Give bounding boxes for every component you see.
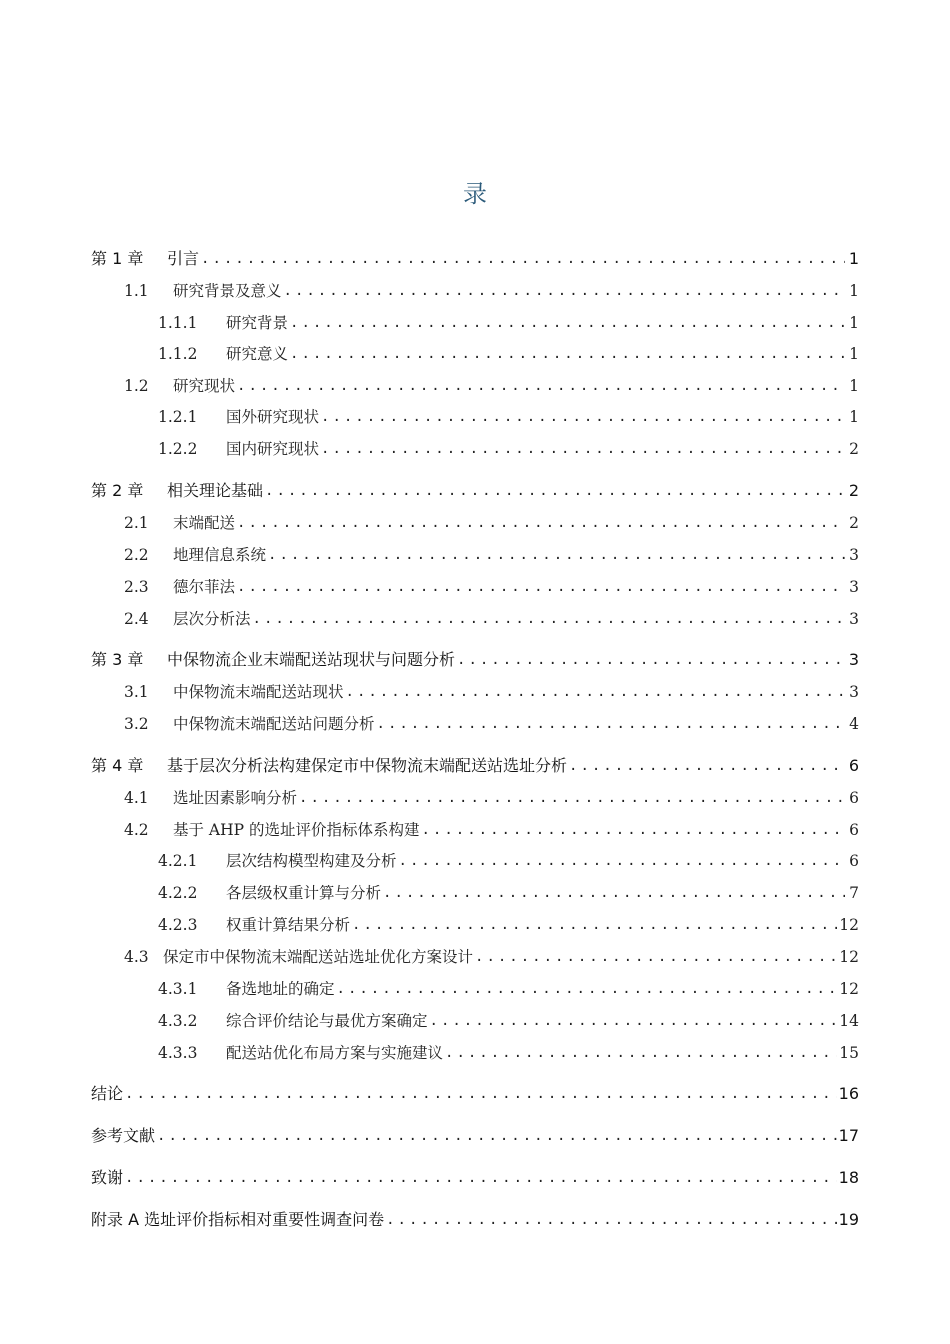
toc-entry-page: 2 [849,440,859,458]
leader-dots [399,849,845,873]
toc-entry-1-2-2 [158,437,859,461]
toc-entry-text: 中保物流企业末端配送站现状与问题分析 [167,650,456,669]
toc-entry-page: 3 [849,610,859,628]
toc-entry-1-2 [124,374,859,398]
toc-entry-1-2-1 [158,405,859,429]
toc-entry-page: 17 [838,1126,859,1145]
toc-entry-number: 2.4 [124,610,149,628]
toc-entry-2-1 [124,511,859,535]
toc-entry-text: 国内研究现状 [226,440,320,458]
leader-dots [377,712,845,736]
toc-entry-text: 备选地址的确定 [226,980,335,998]
toc-entry-4-3 [124,945,859,969]
toc-entry-number: 1.1 [124,282,149,300]
toc-entry-number: 4.3 [124,948,149,966]
toc-entry-number: 4.2.2 [158,884,198,902]
toc-entry-page: 1 [849,408,859,426]
toc-entry-chapter-3 [91,648,859,672]
toc-entry-3-1 [124,680,859,704]
toc-entry-chapter-4 [91,754,859,778]
toc-entry-page: 1 [849,314,859,332]
toc-entry-page: 6 [849,821,859,839]
toc-entry-text: 致谢 [91,1168,124,1187]
toc-entry-text: 德尔菲法 [173,578,236,596]
toc-entry-4-2-3 [158,913,859,937]
toc-entry-text: 中保物流末端配送站现状 [173,683,344,701]
toc-entry-number: 3.2 [124,715,149,733]
toc-entry-acknowledgements [91,1166,859,1190]
leader-dots [299,786,845,810]
leader-dots [125,1166,837,1190]
leader-dots [352,913,837,937]
toc-entry-page: 12 [839,948,859,966]
toc-entry-text: 中保物流末端配送站问题分析 [173,715,375,733]
toc-entry-2-2 [124,543,859,567]
leader-dots [422,818,846,842]
leader-dots [237,374,845,398]
toc-entry-text: 研究背景 [226,314,289,332]
toc-entry-text: 末端配送 [173,514,236,532]
toc-entry-2-4 [124,607,859,631]
toc-entry-page: 4 [849,715,859,733]
leader-dots [265,479,845,503]
leader-dots [284,279,845,303]
toc-entry-page: 3 [849,546,859,564]
leader-dots [346,680,845,704]
toc-entry-text: 基于 AHP 的选址评价指标体系构建 [173,821,420,839]
toc-entry-page: 12 [839,916,859,934]
leader-dots [237,511,845,535]
leader-dots [386,1208,837,1232]
toc-entry-text: 引言 [167,249,200,268]
toc-entry-text: 附录 A 选址评价指标相对重要性调查问卷 [91,1210,385,1229]
toc-entry-4-3-2 [158,1009,859,1033]
toc-entry-page: 6 [849,852,859,870]
toc-entry-page: 18 [838,1168,859,1187]
toc-entry-text: 综合评价结论与最优方案确定 [226,1012,428,1030]
toc-entry-4-3-3 [158,1041,859,1065]
toc-entry-page: 15 [839,1044,859,1062]
leader-dots [321,405,845,429]
toc-entry-text: 国外研究现状 [226,408,320,426]
toc-entry-number: 1.2 [124,377,149,395]
toc-entry-number: 1.1.1 [158,314,198,332]
toc-entry-4-1 [124,786,859,810]
toc-entry-references [91,1124,859,1148]
toc-entry-1-1-1 [158,311,859,335]
toc-entry-text: 相关理论基础 [167,481,264,500]
toc-entry-number: 1.1.2 [158,345,198,363]
toc-entry-number: 4.2.3 [158,916,198,934]
toc-entry-number: 1.2.1 [158,408,198,426]
leader-dots [383,881,845,905]
toc-entry-text: 配送站优化布局方案与实施建议 [226,1044,444,1062]
toc-entry-number: 4.3.1 [158,980,198,998]
leader-dots [430,1009,838,1033]
toc-entry-number: 第 1 章 [91,249,144,268]
toc-entry-4-2-2 [158,881,859,905]
leader-dots [321,437,845,461]
toc-entry-number: 3.1 [124,683,149,701]
toc-entry-text: 权重计算结果分析 [226,916,351,934]
toc-title: 录 [463,180,487,208]
toc-entry-text: 研究现状 [173,377,236,395]
toc-entry-text: 选址因素影响分析 [173,789,298,807]
toc-entry-number: 4.3.2 [158,1012,198,1030]
toc-entry-number: 1.2.2 [158,440,198,458]
toc-entry-number: 4.2.1 [158,852,198,870]
toc-entry-1-1-2 [158,342,859,366]
leader-dots [569,754,845,778]
toc-entry-number: 2.3 [124,578,149,596]
toc-entry-page: 1 [849,345,859,363]
toc-entry-text: 地理信息系统 [173,546,267,564]
toc-entry-number: 第 2 章 [91,481,144,500]
toc-entry-number: 第 4 章 [91,756,144,775]
leader-dots [157,1124,837,1148]
leader-dots [125,1082,837,1106]
toc-entry-number: 4.3.3 [158,1044,198,1062]
toc-entry-page: 14 [839,1012,859,1030]
toc-entry-3-2 [124,712,859,736]
leader-dots [457,648,845,672]
leader-dots [445,1041,837,1065]
toc-entry-4-3-1 [158,977,859,1001]
toc-entry-text: 基于层次分析法构建保定市中保物流末端配送站选址分析 [167,756,568,775]
toc-entry-text: 研究意义 [226,345,289,363]
leader-dots [337,977,838,1001]
toc-entry-4-2 [124,818,859,842]
toc-entry-page: 2 [848,481,859,500]
leader-dots [201,247,845,271]
leader-dots [268,543,845,567]
toc-entry-page: 3 [849,578,859,596]
toc-entry-page: 6 [848,756,859,775]
leader-dots [290,342,845,366]
leader-dots [290,311,845,335]
toc-entry-text: 研究背景及意义 [173,282,282,300]
toc-entry-page: 3 [848,650,859,669]
toc-entry-page: 3 [849,683,859,701]
toc-entry-page: 6 [849,789,859,807]
toc-entry-page: 12 [839,980,859,998]
toc-entry-appendix-a [91,1208,859,1232]
toc-entry-page: 7 [849,884,859,902]
toc-entry-page: 2 [849,514,859,532]
toc-entry-number: 2.1 [124,514,149,532]
toc-entry-text: 保定市中保物流末端配送站选址优化方案设计 [163,948,474,966]
leader-dots [475,945,837,969]
toc-entry-2-3 [124,575,859,599]
toc-entry-chapter-2 [91,479,859,503]
toc-entry-text: 参考文献 [91,1126,156,1145]
toc-entry-page: 1 [849,282,859,300]
leader-dots [237,575,845,599]
toc-entry-conclusion [91,1082,859,1106]
leader-dots [253,607,845,631]
toc-entry-4-2-1 [158,849,859,873]
toc-entry-page: 19 [838,1210,859,1229]
toc-entry-page: 1 [849,377,859,395]
toc-entry-text: 结论 [91,1084,124,1103]
toc-entry-1-1 [124,279,859,303]
toc-entry-number: 第 3 章 [91,650,144,669]
toc-entry-number: 4.2 [124,821,149,839]
toc-entry-text: 层次分析法 [173,610,251,628]
toc-entry-number: 2.2 [124,546,149,564]
toc-entry-page: 16 [838,1084,859,1103]
toc-entry-text: 各层级权重计算与分析 [226,884,382,902]
toc-entry-chapter-1 [91,247,859,271]
toc-entry-page: 1 [848,249,859,268]
toc-entry-text: 层次结构模型构建及分析 [226,852,397,870]
toc-entry-number: 4.1 [124,789,149,807]
